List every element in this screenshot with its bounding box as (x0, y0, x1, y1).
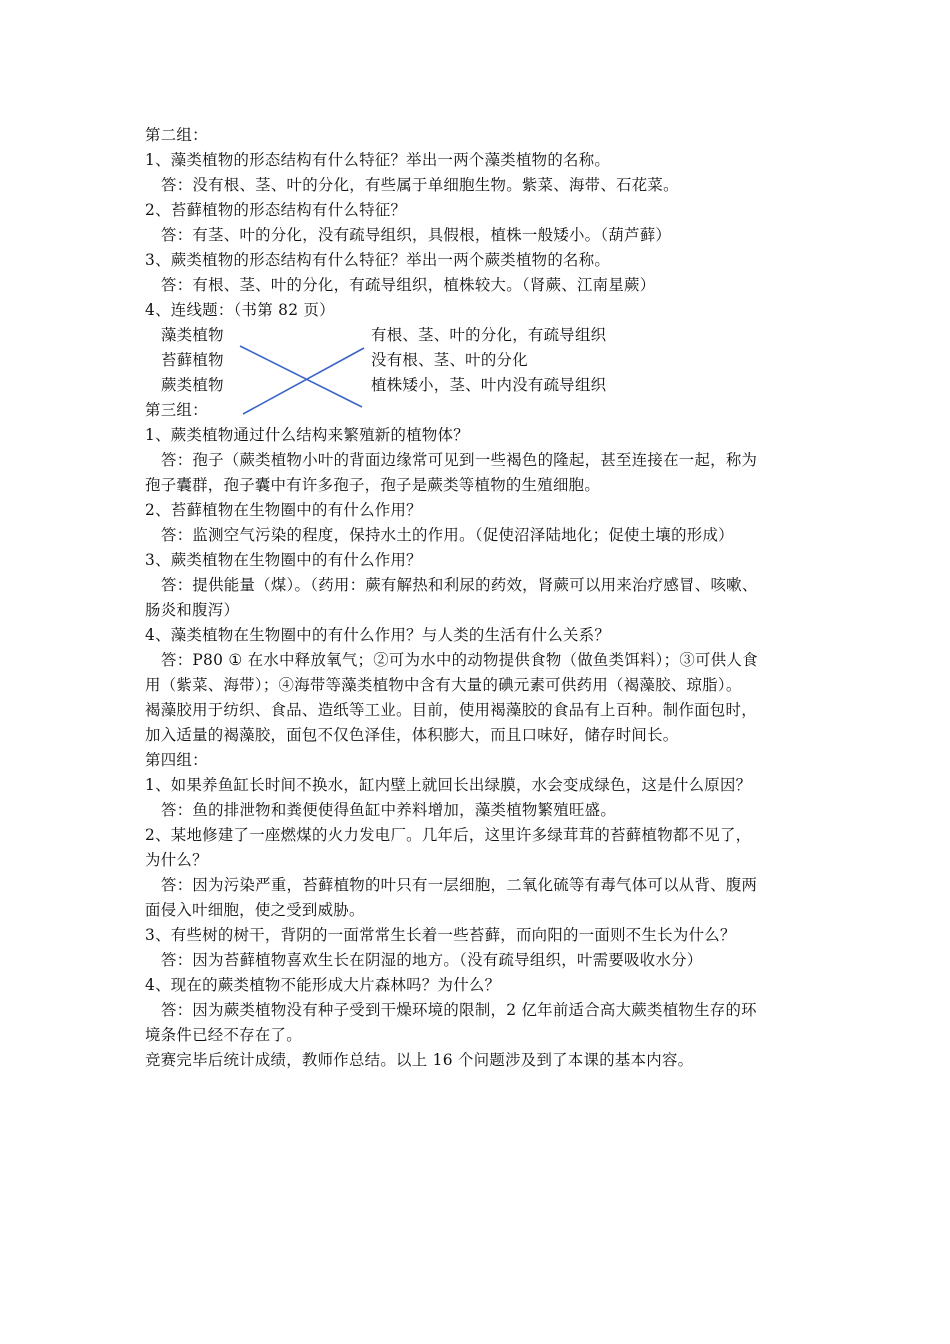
answer-text: 答：因为蕨类植物没有种子受到干燥环境的限制，2 亿年前适合高大蕨类植物生存的环 (161, 1001, 757, 1019)
answer-text: 境条件已经不存在了。 (145, 1026, 302, 1044)
question-text: 1、如果养鱼缸长时间不换水，缸内壁上就回长出绿膜，水会变成绿色，这是什么原因？ (145, 776, 752, 794)
answer-text: 答：孢子（蕨类植物小叶的背面边缘常可见到一些褐色的隆起，甚至连接在一起，称为 (161, 451, 758, 469)
answer-text: 答：提供能量（煤）。（药用：蕨有解热和利尿的药效，肾蕨可以用来治疗感冒、咳嗽、 (161, 576, 758, 594)
section-heading-group-2: 第二组： (145, 126, 208, 144)
answer-text: 答：有茎、叶的分化，没有疏导组织，具假根，植株一般矮小。（葫芦藓） (161, 226, 672, 244)
matching-right-item: 植株矮小，茎、叶内没有疏导组织 (371, 376, 607, 394)
answer-text: 加入适量的褐藻胶，面包不仅色泽佳，体积膨大，而且口味好，储存时间长。 (145, 726, 679, 744)
matching-left-item: 苔藓植物 (161, 351, 224, 369)
closing-text: 竞赛完毕后统计成绩，教师作总结。以上 16 个问题涉及到了本课的基本内容。 (145, 1051, 694, 1069)
question-text: 4、连线题：（书第 82 页） (145, 301, 335, 319)
section-heading-group-4: 第四组： (145, 751, 208, 769)
question-text: 1、藻类植物的形态结构有什么特征？举出一两个藻类植物的名称。 (145, 151, 611, 169)
question-text: 3、蕨类植物的形态结构有什么特征？举出一两个蕨类植物的名称。 (145, 251, 611, 269)
answer-text: 答：监测空气污染的程度，保持水土的作用。（促使沼泽陆地化；促使土壤的形成） (161, 526, 734, 544)
question-text: 为什么？ (145, 851, 208, 869)
question-text: 4、藻类植物在生物圈中的有什么作用？与人类的生活有什么关系？ (145, 626, 611, 644)
question-text: 2、苔藓植物的形态结构有什么特征？ (145, 201, 407, 219)
answer-text: 面侵入叶细胞，使之受到威胁。 (145, 901, 365, 919)
matching-line (243, 348, 364, 414)
question-text: 4、现在的蕨类植物不能形成大片森林吗？为什么？ (145, 976, 501, 994)
question-text: 3、有些树的树干，背阴的一面常常生长着一些苔藓，而向阳的一面则不生长为什么？ (145, 926, 736, 944)
answer-text: 答：因为污染严重，苔藓植物的叶只有一层细胞，二氧化硫等有毒气体可以从背、腹两 (161, 876, 758, 894)
matching-right-item: 有根、茎、叶的分化，有疏导组织 (371, 326, 607, 344)
answer-text: 答：鱼的排泄物和粪便使得鱼缸中养料增加，藻类植物繁殖旺盛。 (161, 801, 617, 819)
question-text: 2、某地修建了一座燃煤的火力发电厂。几年后，这里许多绿茸茸的苔藓植物都不见了， (145, 826, 752, 844)
answer-text: 褐藻胶用于纺织、食品、造纸等工业。目前，使用褐藻胶的食品有上百种。制作面包时， (145, 701, 757, 719)
answer-text: 答：P80 ① 在水中释放氧气；②可为水中的动物提供食物（做鱼类饵料）；③可供人食 (161, 651, 758, 669)
answer-text: 用（紫菜、海带）；④海带等藻类植物中含有大量的碘元素可供药用（褐藻胶、琼脂）。 (145, 676, 742, 694)
answer-text: 答：有根、茎、叶的分化，有疏导组织，植株较大。（肾蕨、江南星蕨） (161, 276, 656, 294)
answer-text: 答：因为苔藓植物喜欢生长在阴湿的地方。（没有疏导组织，叶需要吸收水分） (161, 951, 703, 969)
answer-text: 肠炎和腹泻） (145, 601, 240, 619)
question-text: 1、蕨类植物通过什么结构来繁殖新的植物体？ (145, 426, 469, 444)
question-text: 3、蕨类植物在生物圈中的有什么作用？ (145, 551, 422, 569)
question-text: 2、苔藓植物在生物圈中的有什么作用？ (145, 501, 422, 519)
answer-text: 孢子囊群，孢子囊中有许多孢子，孢子是蕨类等植物的生殖细胞。 (145, 476, 601, 494)
matching-right-item: 没有根、茎、叶的分化 (371, 351, 528, 369)
matching-left-item: 蕨类植物 (161, 376, 224, 394)
matching-line (240, 346, 362, 407)
matching-left-item: 藻类植物 (161, 326, 224, 344)
section-heading-group-3: 第三组： (145, 401, 208, 419)
answer-text: 答：没有根、茎、叶的分化，有些属于单细胞生物。紫菜、海带、石花菜。 (161, 176, 679, 194)
